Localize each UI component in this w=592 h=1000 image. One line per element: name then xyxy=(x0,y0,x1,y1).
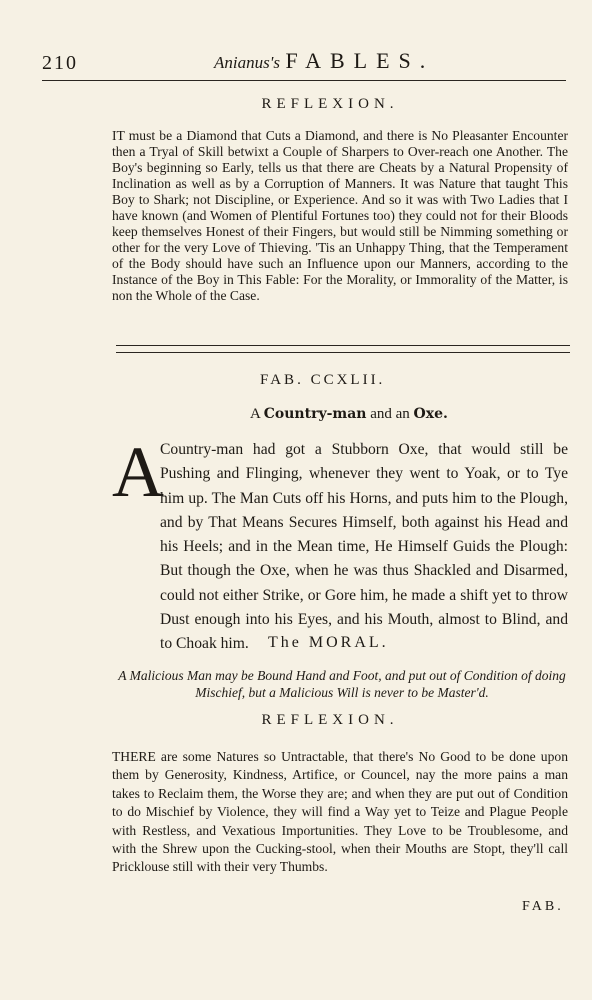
moral-heading: The MORAL. xyxy=(268,634,389,651)
fable-subtitle xyxy=(250,406,448,423)
running-header xyxy=(42,44,562,80)
fable-subtitle-and: and an xyxy=(370,406,410,422)
fable-number: FAB. CCXLII. xyxy=(260,372,386,388)
moral-text: A Malicious Man may be Bound Hand and Foot, and put out of Condition of doing Mischief, but a Malicious Will is never to be Master'd. xyxy=(118,668,566,700)
header-rule xyxy=(42,80,566,81)
reflexion-heading-2: REFLEXION. xyxy=(261,712,399,728)
reflexion-text-2: THERE are some Natures so Untractable, that there's No Good to be done upon them by Generosity, Kindness, Artifice, or Councel, nay the more pains a man takes to Reclaim them, the Worse they are; and when they are put out of Condition to do Mischief by Violence, they will find a Way yet to Teize and Plague People with Restless, and Vexatious Importunities. They Love to be Troublesome, and with the Shrew upon the Cucking-stool, when their Mouths are Stopt, they'll call Pricklouse still with their very Thumbs. xyxy=(112,749,568,875)
section-divider xyxy=(116,345,570,353)
fable-subtitle-oxe: Oxe. xyxy=(413,406,448,422)
page-number: 210 xyxy=(42,52,78,74)
running-title xyxy=(214,48,434,74)
reflexion-text-1: IT must be a Diamond that Cuts a Diamond, and there is No Pleasanter Encounter then a Tryal of Skill betwixt a Couple of Sharpers to Over-reach one Another. The Boy's beginning so Early, tells us that there are Cheats by a Natural Propensity of Inclination as well as by a Corruption of Manners. It was Nature that taught This Boy to Shark; not Discipline, or Experience. And so it was with Two Ladies that I have known (and Women of Plentiful Fortunes too) they could not for their Bloods keep themselves Honest of their Fingers, but would still be Nimming something or other for the very Love of Thieving. 'Tis an Unhappy Thing, that the Temperament of the Body should have such an Influence upon our Manners, according to the Instance of the Boy in This Fable: For the Morality, or Immorality of the Matter, is non the Whole of the Case. xyxy=(112,128,568,303)
fable-subtitle-article: A xyxy=(250,406,261,422)
running-title-author: Anianus's xyxy=(214,53,280,72)
catchword: FAB. xyxy=(522,899,564,914)
fable-text: Country-man had got a Stubborn Oxe, that would still be Pushing and Flinging, whenever they went to Yoak, or to Tye him up. The Man Cuts off his Horns, and puts him to the Plough, and by That Means Secures Himself, both against his Head and his Heels; and in the Mean time, He Himself Guids the Plough: But though the Oxe, when he was thus Shackled and Disarmed, could not either Strike, or Gore him, he made a shift yet to throw Dust enough into his Eyes, and his Mouth, almost to Blind, and to Choak him. xyxy=(160,441,568,653)
fable-subtitle-countryman: Country-man xyxy=(263,406,367,422)
reflexion-heading-1: REFLEXION. xyxy=(261,96,399,112)
drop-cap: A xyxy=(112,432,164,512)
running-title-fables: FABLES. xyxy=(285,48,435,73)
